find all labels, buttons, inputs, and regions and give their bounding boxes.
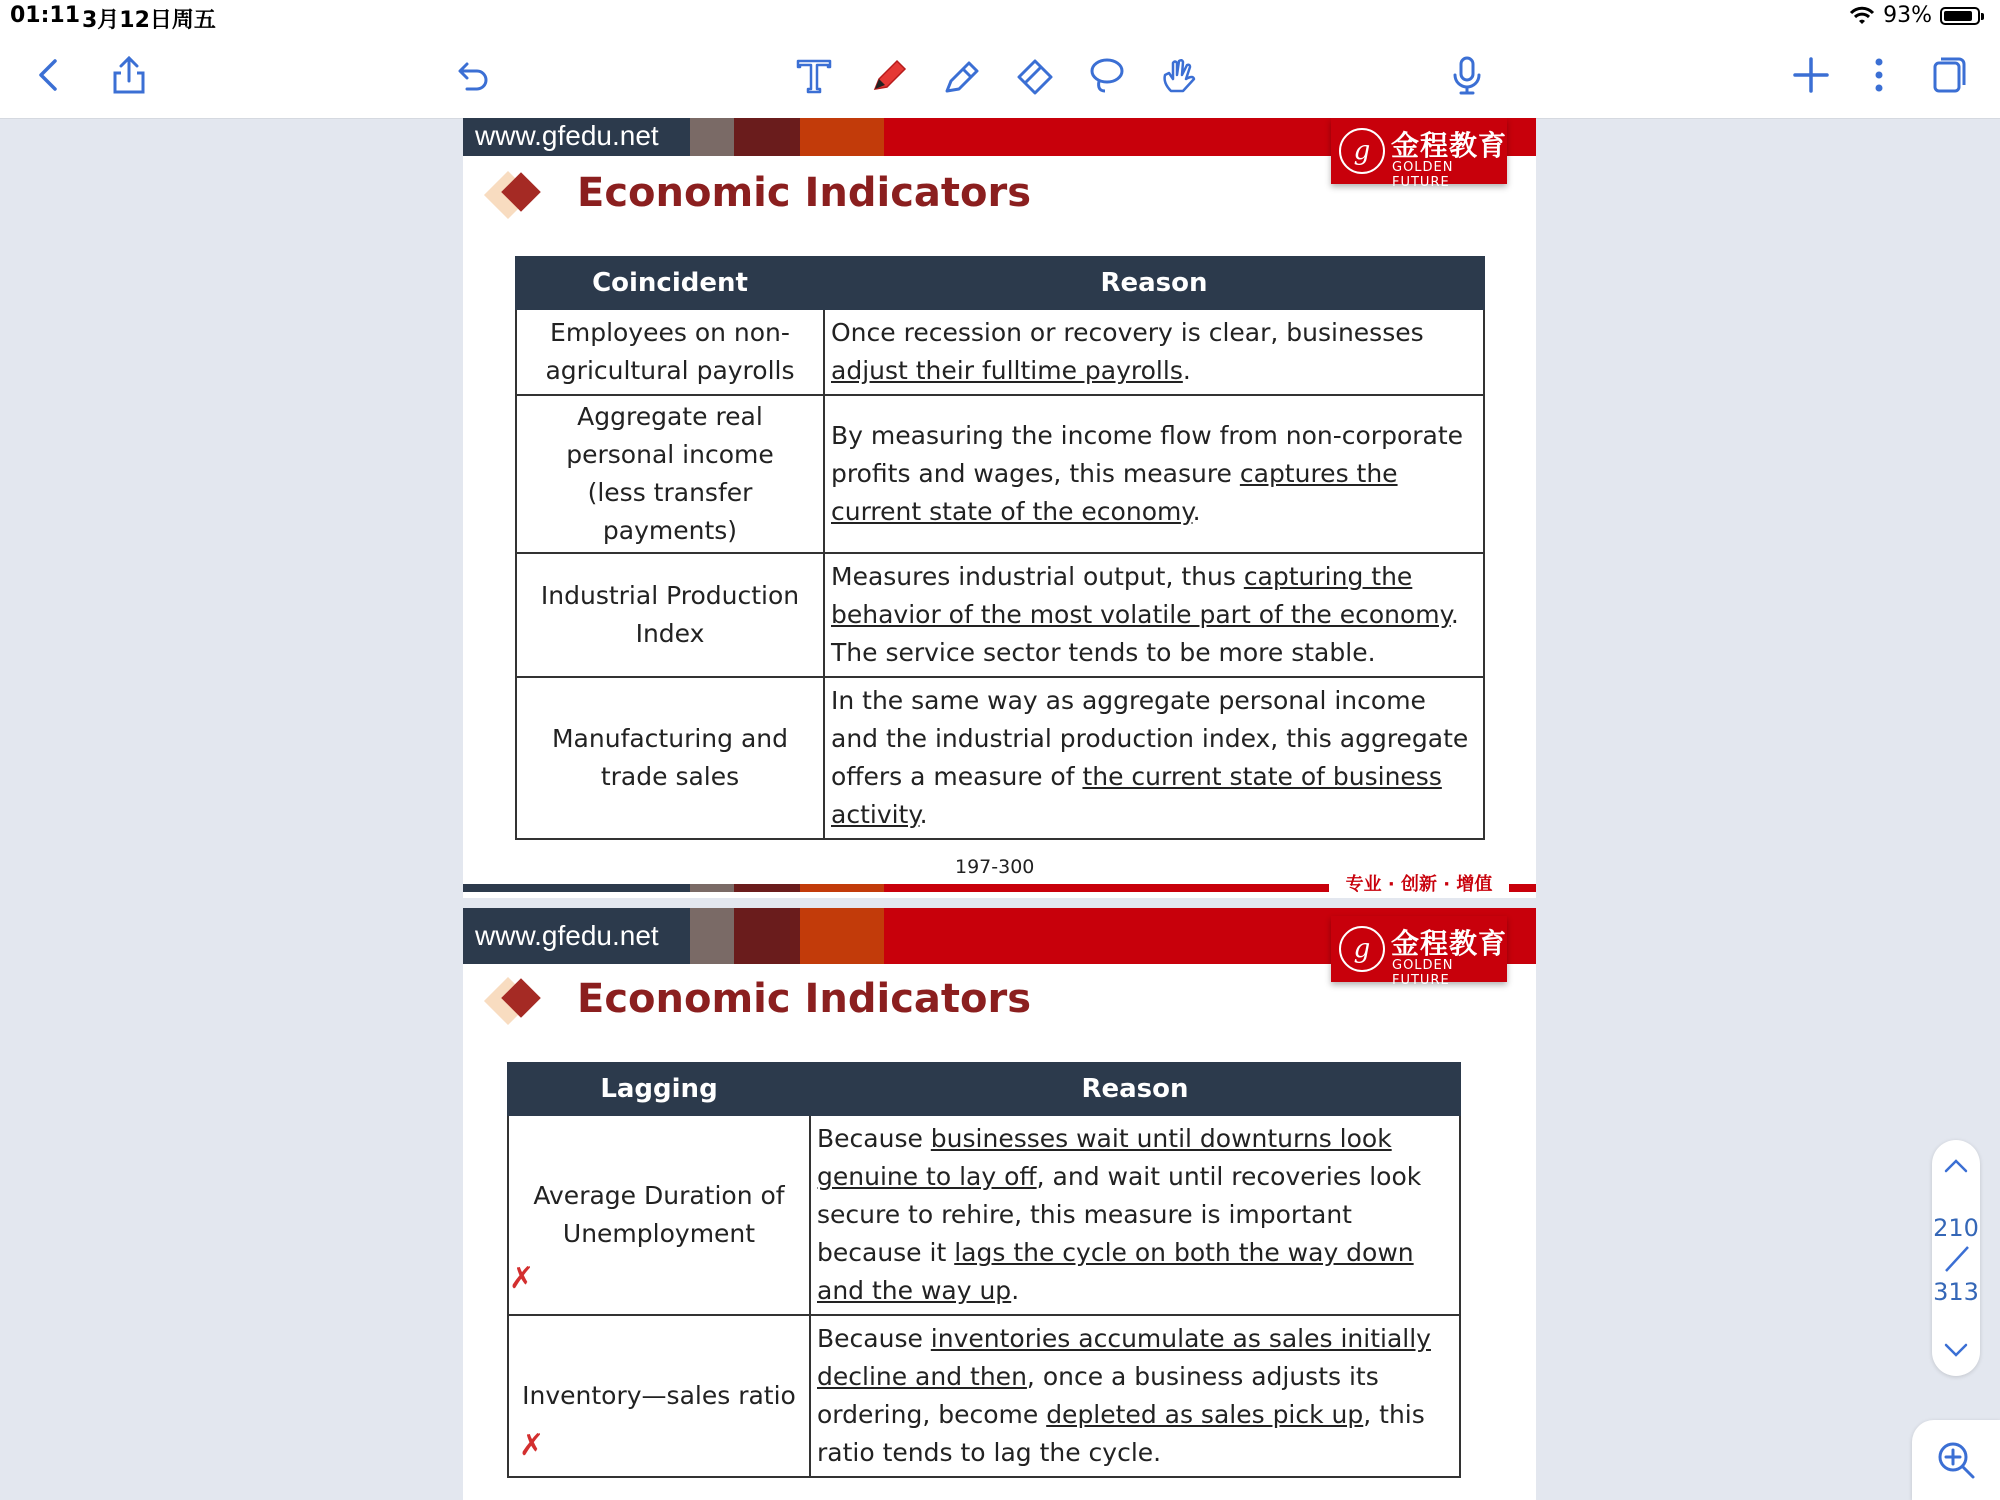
indicator-name: Inventory—sales ratio [508, 1315, 810, 1477]
reason-text: Because [817, 1124, 931, 1153]
reason-text: , once a business adjusts its ordering, become [817, 1362, 1379, 1429]
reason-text: . [1182, 356, 1191, 385]
text-tool-icon[interactable] [789, 50, 839, 100]
indicator-reason [824, 553, 1484, 677]
underlined-phrase: the current state of business activity [831, 762, 1442, 829]
column-header: Lagging [508, 1063, 810, 1115]
status-indicators [1849, 3, 1980, 28]
logo-seal-icon: g [1339, 926, 1385, 972]
reason-text: . The service sector tends to be more stable. [831, 600, 1459, 667]
coincident-table [515, 256, 1485, 840]
pen-tool-icon[interactable] [864, 50, 914, 100]
reason-text: Because [817, 1324, 931, 1353]
indicator-reason [824, 395, 1484, 553]
status-date: 3月12日周五 [82, 8, 216, 33]
column-header: Coincident [516, 257, 824, 309]
reason-text: . [1011, 1276, 1020, 1305]
reason-text: Measures industrial output, thus [831, 562, 1244, 591]
handwritten-mark-icon: ✗ [509, 1261, 535, 1296]
slide-title: Economic Indicators [577, 976, 1032, 1022]
table-row [508, 1115, 1460, 1315]
underlined-phrase: depleted as sales pick up [1046, 1400, 1364, 1429]
indicator-reason [810, 1315, 1460, 1477]
reason-text: Once recession or recovery is clear, businesses [831, 318, 1424, 347]
reason-text: , and wait until recoveries look secure to rehire, this measure is important because it [817, 1162, 1422, 1267]
reason-text: . [1192, 497, 1201, 526]
indicator-name: Employees on non-agricultural payrolls [516, 309, 824, 395]
slogan: 专业 · 创新 · 增值 [1329, 870, 1509, 896]
table-row [516, 309, 1484, 395]
page-navigator [1932, 1140, 1980, 1376]
reason-text: In the same way as aggregate personal income and the industrial production index, this aggregate offers a measure of [831, 686, 1469, 791]
current-page: 210 [1933, 1214, 1979, 1242]
page-separator-icon [1942, 1244, 1972, 1274]
status-time: 01:11 [10, 3, 81, 28]
indicator-reason [824, 309, 1484, 395]
zoom-in-button[interactable] [1912, 1420, 2000, 1500]
indicator-name: Aggregate real personal income (less transfer payments) [516, 395, 824, 553]
lagging-table [507, 1062, 1461, 1478]
underlined-phrase: capturing the behavior of the most volatile part of the economy [831, 562, 1451, 629]
eraser-icon[interactable] [1010, 50, 1060, 100]
add-icon[interactable] [1786, 50, 1836, 100]
more-icon[interactable] [1854, 50, 1904, 100]
pages-icon[interactable] [1924, 50, 1974, 100]
hand-icon[interactable] [1154, 50, 1204, 100]
share-icon[interactable] [104, 50, 154, 100]
brand-logo [1331, 118, 1508, 190]
next-page-button[interactable] [1941, 1336, 1971, 1366]
battery-percent: 93% [1883, 3, 1932, 28]
handwritten-mark-icon: ✗ [519, 1428, 545, 1463]
reason-text: By measuring the income flow from non-corporate profits and wages, this measure [831, 421, 1464, 488]
reason-text: , this ratio tends to lag the cycle. [817, 1400, 1425, 1467]
indicator-name: Industrial Production Index [516, 553, 824, 677]
total-pages: 313 [1933, 1278, 1979, 1306]
logo-name: 金程教育 [1391, 129, 1508, 162]
indicator-reason [824, 677, 1484, 839]
brand-logo [1331, 916, 1508, 988]
table-row [516, 395, 1484, 553]
back-icon[interactable] [24, 50, 74, 100]
indicator-name: Manufacturing and trade sales [516, 677, 824, 839]
table-row [508, 1315, 1460, 1477]
chevron-down-icon [1943, 1342, 1969, 1360]
reason-text: . [919, 800, 928, 829]
document-viewer[interactable] [463, 118, 1536, 1500]
table-row [516, 677, 1484, 839]
highlighter-icon[interactable] [936, 50, 986, 100]
slide-title: Economic Indicators [577, 170, 1032, 216]
column-header: Reason [810, 1063, 1460, 1115]
underlined-phrase: inventories accumulate as sales initially decline and then [817, 1324, 1431, 1391]
underlined-phrase: lags the cycle on both the way down and the way up [817, 1238, 1414, 1305]
logo-subtitle: GOLDEN FUTURE [1392, 160, 1454, 190]
zoom-in-icon [1934, 1438, 1978, 1482]
site-url: www.gfedu.net [475, 120, 659, 151]
table-row [516, 553, 1484, 677]
logo-subtitle: GOLDEN FUTURE [1392, 958, 1454, 988]
logo-name: 金程教育 [1391, 927, 1508, 960]
page-number: 197-300 [955, 856, 1035, 878]
wifi-icon [1849, 6, 1875, 26]
logo-seal-icon: g [1339, 128, 1385, 174]
undo-icon[interactable] [446, 50, 496, 100]
indicator-name: Average Duration of Unemployment [508, 1115, 810, 1315]
status-bar [0, 0, 2000, 36]
microphone-icon[interactable] [1442, 50, 1492, 100]
chevron-up-icon [1943, 1156, 1969, 1174]
indicator-reason [810, 1115, 1460, 1315]
toolbar [0, 36, 2000, 119]
previous-page-button[interactable] [1941, 1150, 1971, 1180]
battery-icon [1940, 7, 1980, 25]
page-divider [463, 898, 1536, 908]
underlined-phrase: adjust their fulltime payrolls [831, 356, 1183, 385]
underlined-phrase: businesses wait until downturns look genuine to lay off [817, 1124, 1392, 1191]
underlined-phrase: captures the current state of the economy [831, 459, 1398, 526]
lasso-icon[interactable] [1082, 50, 1132, 100]
site-url: www.gfedu.net [475, 920, 659, 951]
column-header: Reason [824, 257, 1484, 309]
